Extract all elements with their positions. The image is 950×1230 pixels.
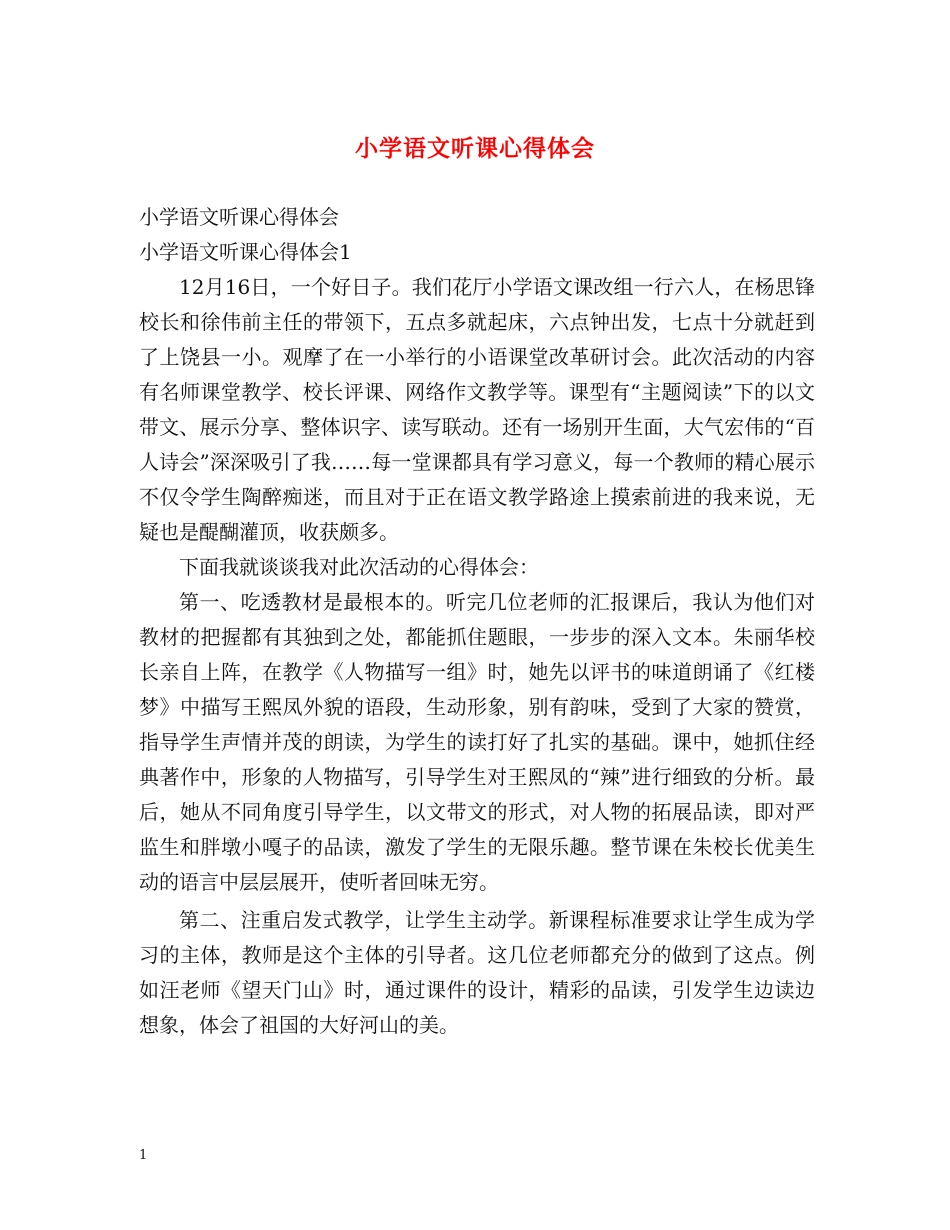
document-title: 小学语文听课心得体会 — [355, 135, 595, 162]
subtitle-line: 小学语文听课心得体会 — [139, 205, 339, 229]
paragraph-transition: 下面我就谈谈我对此次活动的心得体会： — [179, 555, 539, 579]
paragraph-point-two: 第二、注重启发式教学，让学生主动学。新课程标准要求让学生成为学习的主体，教师是这个主体的引导者。这几位老师都充分的做到了这点。例如汪老师《望天门山》时，通过课件的设计，精彩的品读，引发学生边读边想象，体会了祖国的大好河山的美。 — [139, 908, 815, 1037]
paragraph-point-one: 第一、吃透教材是最根本的。听完几位老师的汇报课后，我认为他们对教材的把握都有其独到之处，都能抓住题眼，一步步的深入文本。朱丽华校长亲自上阵，在教学《人物描写一组》时，她先以评书的味道朗诵了《红楼梦》中描写王熙凤外貌的语段，生动形象，别有韵味，受到了大家的赞赏，指导学生声情并茂的朗读，为学生的读打好了扎实的基础。课中，她抓住经典著作中，形象的人物描写，引导学生对王熙凤的“辣”进行细致的分析。最后，她从不同角度引导学生，以文带文的形式，对人物的拓展品读，即对严监生和胖墩小嘎子的品读，激发了学生的无限乐趣。整节课在朱校长优美生动的语言中层层展开，使听者回味无穷。 — [139, 590, 815, 894]
page-number: 1 — [139, 1148, 148, 1163]
section-heading: 小学语文听课心得体会1 — [139, 240, 352, 264]
paragraph-intro: 12月16日，一个好日子。我们花厅小学语文课改组一行六人，在杨思锋校长和徐伟前主任的带领下，五点多就起床，六点钟出发，七点十分就赶到了上饶县一小。观摩了在一小举行的小语课堂改革研讨会。此次活动的内容有名师课堂教学、校长评课、网络作文教学等。课型有“主题阅读”下的以文带文、展示分享、整体识字、读写联动。还有一场别开生面，大气宏伟的“百人诗会”深深吸引了我……每一堂课都具有学习意义，每一个教师的精心展示不仅令学生陶醉痴迷，而且对于正在语文教学路途上摸索前进的我来说，无疑也是醍醐灌顶，收获颇多。 — [139, 275, 815, 544]
document-body — [139, 200, 815, 1043]
